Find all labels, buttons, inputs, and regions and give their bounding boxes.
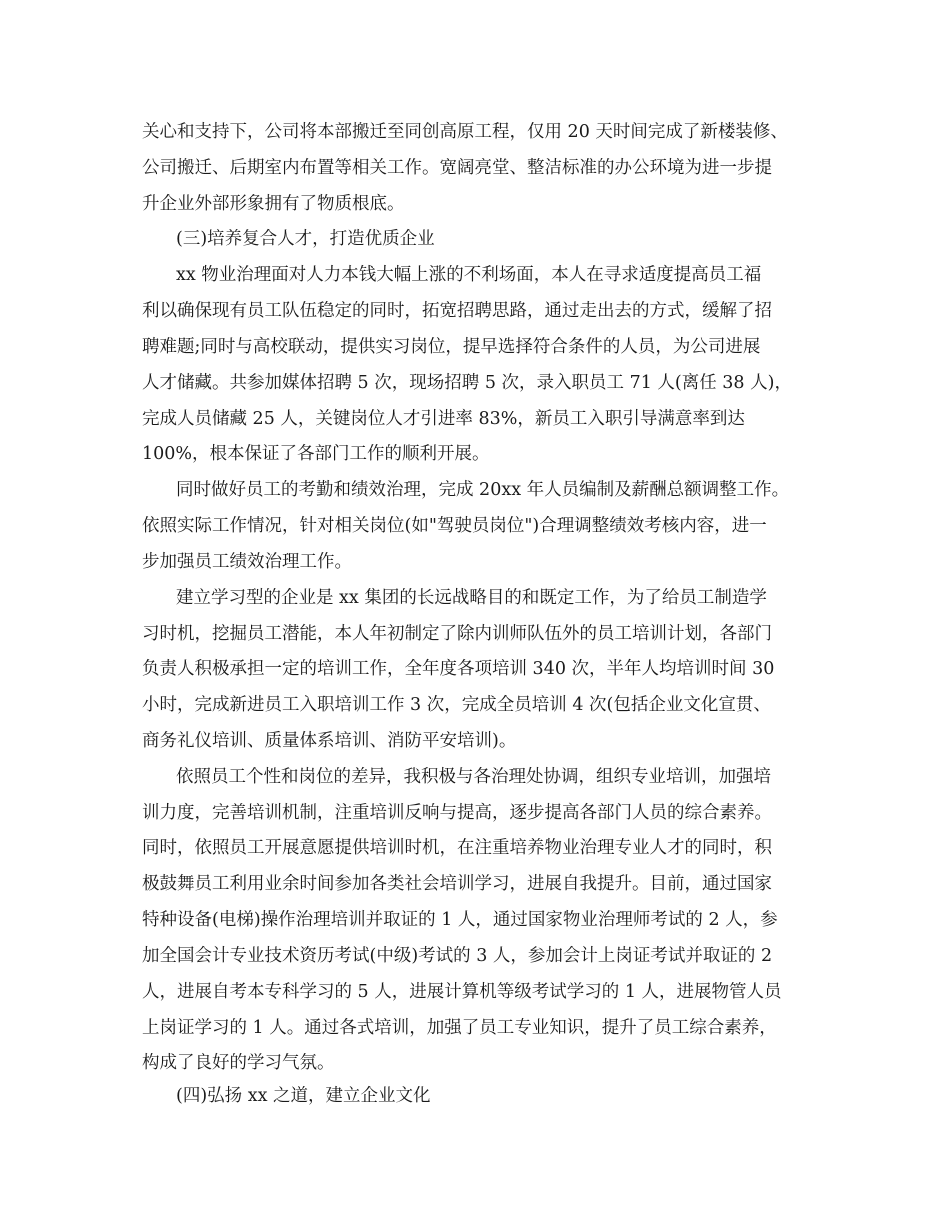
text-line: 小时，完成新进员工入职培训工作 3 次，完成全员培训 4 次(包括企业文化宣贯、 [142,695,771,715]
text-line: 建立学习型的企业是 xx 集团的长远战略目的和既定工作，为了给员工制造学 [176,588,767,608]
text-line: 商务礼仪培训、质量体系培训、消防平安培训)。 [142,731,517,751]
section-heading: (三)培养复合人才，打造优质企业 [176,229,435,249]
text-line: 构成了良好的学习气氛。 [142,1053,335,1073]
text-line: 步加强员工绩效治理工作。 [142,552,352,572]
text-line: 习时机，挖掘员工潜能，本人年初制定了除内训师队伍外的员工培训计划，各部门 [142,624,772,644]
text-line: 聘难题;同时与高校联动，提供实习岗位，提早选择符合条件的人员，为公司进展 [142,337,761,357]
text-line: 依照实际工作情况，针对相关岗位(如"驾驶员岗位")合理调整绩效考核内容，进一 [142,516,767,536]
text-line: 依照员工个性和岗位的差异，我积极与各治理处协调，组织专业培训，加强培 [176,767,771,787]
text-line: 人，进展自考本专科学习的 5 人，进展计算机等级考试学习的 1 人，进展物管人员 [142,982,782,1002]
text-line: 公司搬迁、后期室内布置等相关工作。宽阔亮堂、整洁标准的办公环境为进一步提 [142,158,772,178]
text-line: xx 物业治理面对人力本钱大幅上涨的不利场面，本人在寻求适度提高员工福 [176,265,762,285]
section-heading: (四)弘扬 xx 之道，建立企业文化 [176,1086,431,1106]
text-line: 同时做好员工的考勤和绩效治理，完成 20xx 年人员编制及薪酬总额调整工作。 [176,480,790,500]
text-line: 100%，根本保证了各部门工作的顺利开展。 [142,444,490,464]
text-line: 训力度，完善培训机制，注重培训反响与提高，逐步提高各部门人员的综合素养。 [142,803,772,823]
text-line: 特种设备(电梯)操作治理培训并取证的 1 人，通过国家物业治理师考试的 2 人，参 [142,910,778,930]
text-line: 极鼓舞员工利用业余时间参加各类社会培训学习，进展自我提升。目前，通过国家 [142,874,772,894]
text-line: 升企业外部形象拥有了物质根底。 [142,194,405,214]
text-line: 关心和支持下，公司将本部搬迁至同创高原工程，仅用 20 天时间完成了新楼装修、 [142,122,788,142]
text-line: 上岗证学习的 1 人。通过各式培训，加强了员工专业知识，提升了员工综合素养， [142,1018,777,1038]
text-line: 负责人积极承担一定的培训工作，全年度各项培训 340 次，半年人均培训时间 30 [142,659,775,679]
text-line: 加全国会计专业技术资历考试(中级)考试的 3 人，参加会计上岗证考试并取证的 2 [142,946,773,966]
text-line: 同时，依照员工开展意愿提供培训时机，在注重培养物业治理专业人才的同时，积 [142,838,772,858]
text-line: 完成人员储藏 25 人，关键岗位人才引进率 83%，新员工入职引导满意率到达 [142,409,745,429]
text-line: 利以确保现有员工队伍稳定的同时，拓宽招聘思路，通过走出去的方式，缓解了招 [142,301,772,321]
text-line: 人才储藏。共参加媒体招聘 5 次，现场招聘 5 次，录入职员工 71 人(离任 38 人)， [142,373,792,393]
